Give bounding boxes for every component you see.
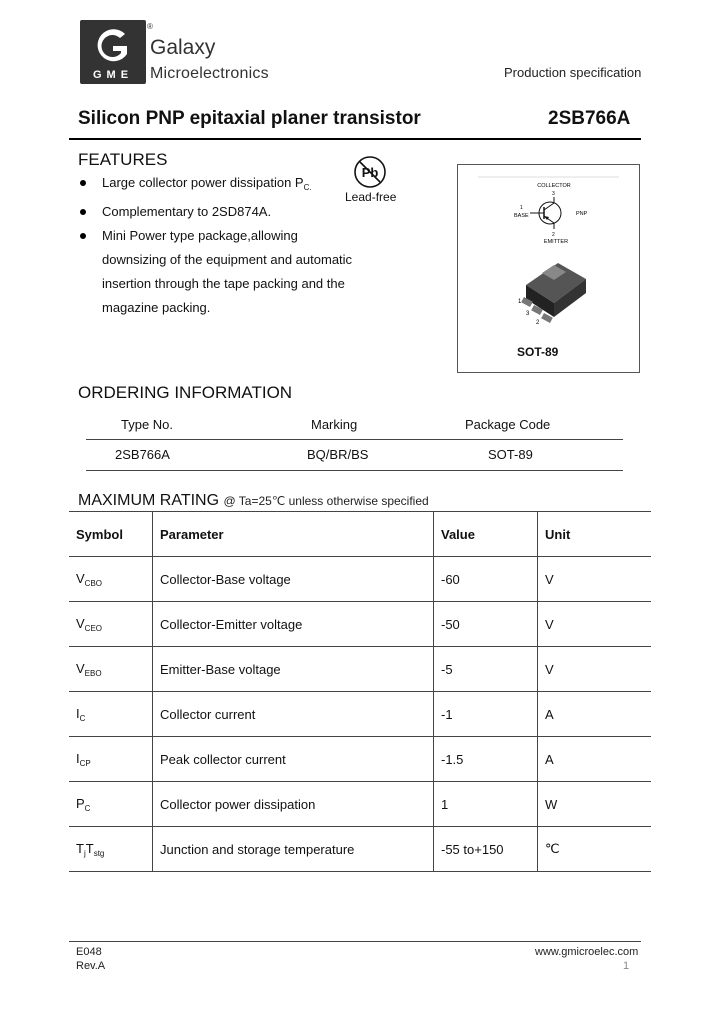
feature-item: Large collector power dissipation $P_{C.}$ — [102, 171, 362, 200]
logo-g-icon — [85, 24, 141, 68]
footer-divider — [69, 941, 641, 942]
page-number: 1 — [623, 960, 630, 972]
features-list — [102, 171, 362, 320]
package-diagram — [457, 164, 640, 373]
value-cell: 1 — [434, 782, 538, 827]
value-cell: -1.5 — [434, 737, 538, 782]
ordering-marking-cell: BQ/BR/BS — [307, 447, 369, 462]
ordering-divider — [86, 439, 623, 440]
symbol-cell: $V_{CBO}$ — [69, 557, 153, 602]
table-row — [69, 782, 651, 827]
unit-cell: V — [538, 602, 652, 647]
package-name: SOT-89 — [517, 345, 559, 359]
max-rating-heading: MAXIMUM RATING @ Ta=25℃ unless otherwise specified — [78, 492, 429, 509]
lead-free-symbol: Pb — [361, 165, 379, 180]
parameter-cell: Collector power dissipation — [153, 782, 434, 827]
base-label: BASE — [514, 213, 529, 219]
pin-1-label: 1 — [520, 205, 523, 211]
value-cell: -60 — [434, 557, 538, 602]
feature-continuation: insertion through the tape packing and the — [102, 276, 345, 291]
company-logo — [80, 20, 146, 84]
table-header-row — [69, 512, 651, 557]
unit-cell: A — [538, 737, 652, 782]
parameter-cell: Collector current — [153, 692, 434, 737]
feature-continuation: magazine packing. — [102, 300, 211, 315]
feature-item: Complementary to 2SD874A. — [102, 200, 362, 224]
unit-cell: V — [538, 557, 652, 602]
sot89-package-icon — [518, 263, 586, 326]
website-link[interactable]: www.gmicroelec.com — [535, 946, 639, 958]
feature-item: Mini Power type package,allowing — [102, 224, 362, 248]
col-parameter: Parameter — [153, 512, 434, 557]
lead-free-label: Lead-free — [345, 190, 397, 204]
unit-cell: A — [538, 692, 652, 737]
ordering-package-cell: SOT-89 — [488, 447, 533, 462]
company-name-line1: Galaxy — [150, 36, 216, 59]
unit-cell: ℃ — [538, 827, 652, 872]
table-row — [69, 602, 651, 647]
transistor-diagram — [458, 165, 639, 372]
emitter-label: EMITTER — [543, 239, 569, 245]
parameter-cell: Emitter-Base voltage — [153, 647, 434, 692]
max-rating-table — [69, 511, 651, 872]
symbol-cell: $P_C$ — [69, 782, 153, 827]
table-row — [69, 827, 651, 872]
ordering-col-type: Type No. — [121, 417, 174, 432]
bullet-icon — [80, 209, 86, 215]
table-row — [69, 647, 651, 692]
col-value: Value — [434, 512, 538, 557]
pin-3-label: 3 — [552, 191, 555, 197]
parameter-cell: Junction and storage temperature — [153, 827, 434, 872]
logo-text: GME — [92, 69, 134, 81]
symbol-cell: $I_{CP}$ — [69, 737, 153, 782]
document-type: Production specification — [504, 65, 642, 80]
page-title: Silicon PNP epitaxial planer transistor — [78, 108, 421, 129]
symbol-cell: $T_jT_{stg}$ — [69, 827, 153, 872]
doc-code: E048 — [76, 946, 102, 958]
unit-cell: V — [538, 647, 652, 692]
value-cell: -55 to+150 — [434, 827, 538, 872]
ordering-col-marking: Marking — [311, 417, 358, 432]
lead-free-icon — [352, 154, 388, 190]
registered-mark: ® — [147, 22, 153, 31]
col-symbol: Symbol — [69, 512, 153, 557]
value-cell: -5 — [434, 647, 538, 692]
part-number: 2SB766A — [548, 108, 631, 129]
bullet-icon — [80, 180, 86, 186]
symbol-cell: $V_{EBO}$ — [69, 647, 153, 692]
features-heading: FEATURES — [78, 150, 168, 169]
pnp-label: PNP — [576, 211, 588, 217]
ordering-divider — [86, 470, 623, 471]
pin-2-label: 2 — [552, 232, 555, 238]
revision: Rev.A — [76, 960, 106, 972]
value-cell: -1 — [434, 692, 538, 737]
parameter-cell: Collector-Base voltage — [153, 557, 434, 602]
col-unit: Unit — [538, 512, 652, 557]
pkg-pin-2-label: 2 — [536, 320, 540, 326]
symbol-cell: $I_C$ — [69, 692, 153, 737]
ordering-type-cell: 2SB766A — [115, 447, 170, 462]
table-row — [69, 692, 651, 737]
title-divider — [69, 138, 641, 140]
symbol-cell: $V_{CEO}$ — [69, 602, 153, 647]
bullet-icon — [80, 233, 86, 239]
company-name-line2: Microelectronics — [150, 65, 269, 82]
parameter-cell: Peak collector current — [153, 737, 434, 782]
max-rating-condition: @ Ta=25℃ unless otherwise specified — [223, 494, 429, 508]
ordering-col-package: Package Code — [465, 417, 551, 432]
feature-continuation: downsizing of the equipment and automatic — [102, 252, 353, 267]
parameter-cell: Collector-Emitter voltage — [153, 602, 434, 647]
pkg-pin-1-label: 1 — [518, 299, 522, 305]
table-row — [69, 557, 651, 602]
ordering-heading: ORDERING INFORMATION — [78, 383, 293, 402]
value-cell: -50 — [434, 602, 538, 647]
pkg-pin-3-label: 3 — [526, 311, 530, 317]
table-row — [69, 737, 651, 782]
collector-label: COLLECTOR — [537, 183, 571, 189]
unit-cell: W — [538, 782, 652, 827]
